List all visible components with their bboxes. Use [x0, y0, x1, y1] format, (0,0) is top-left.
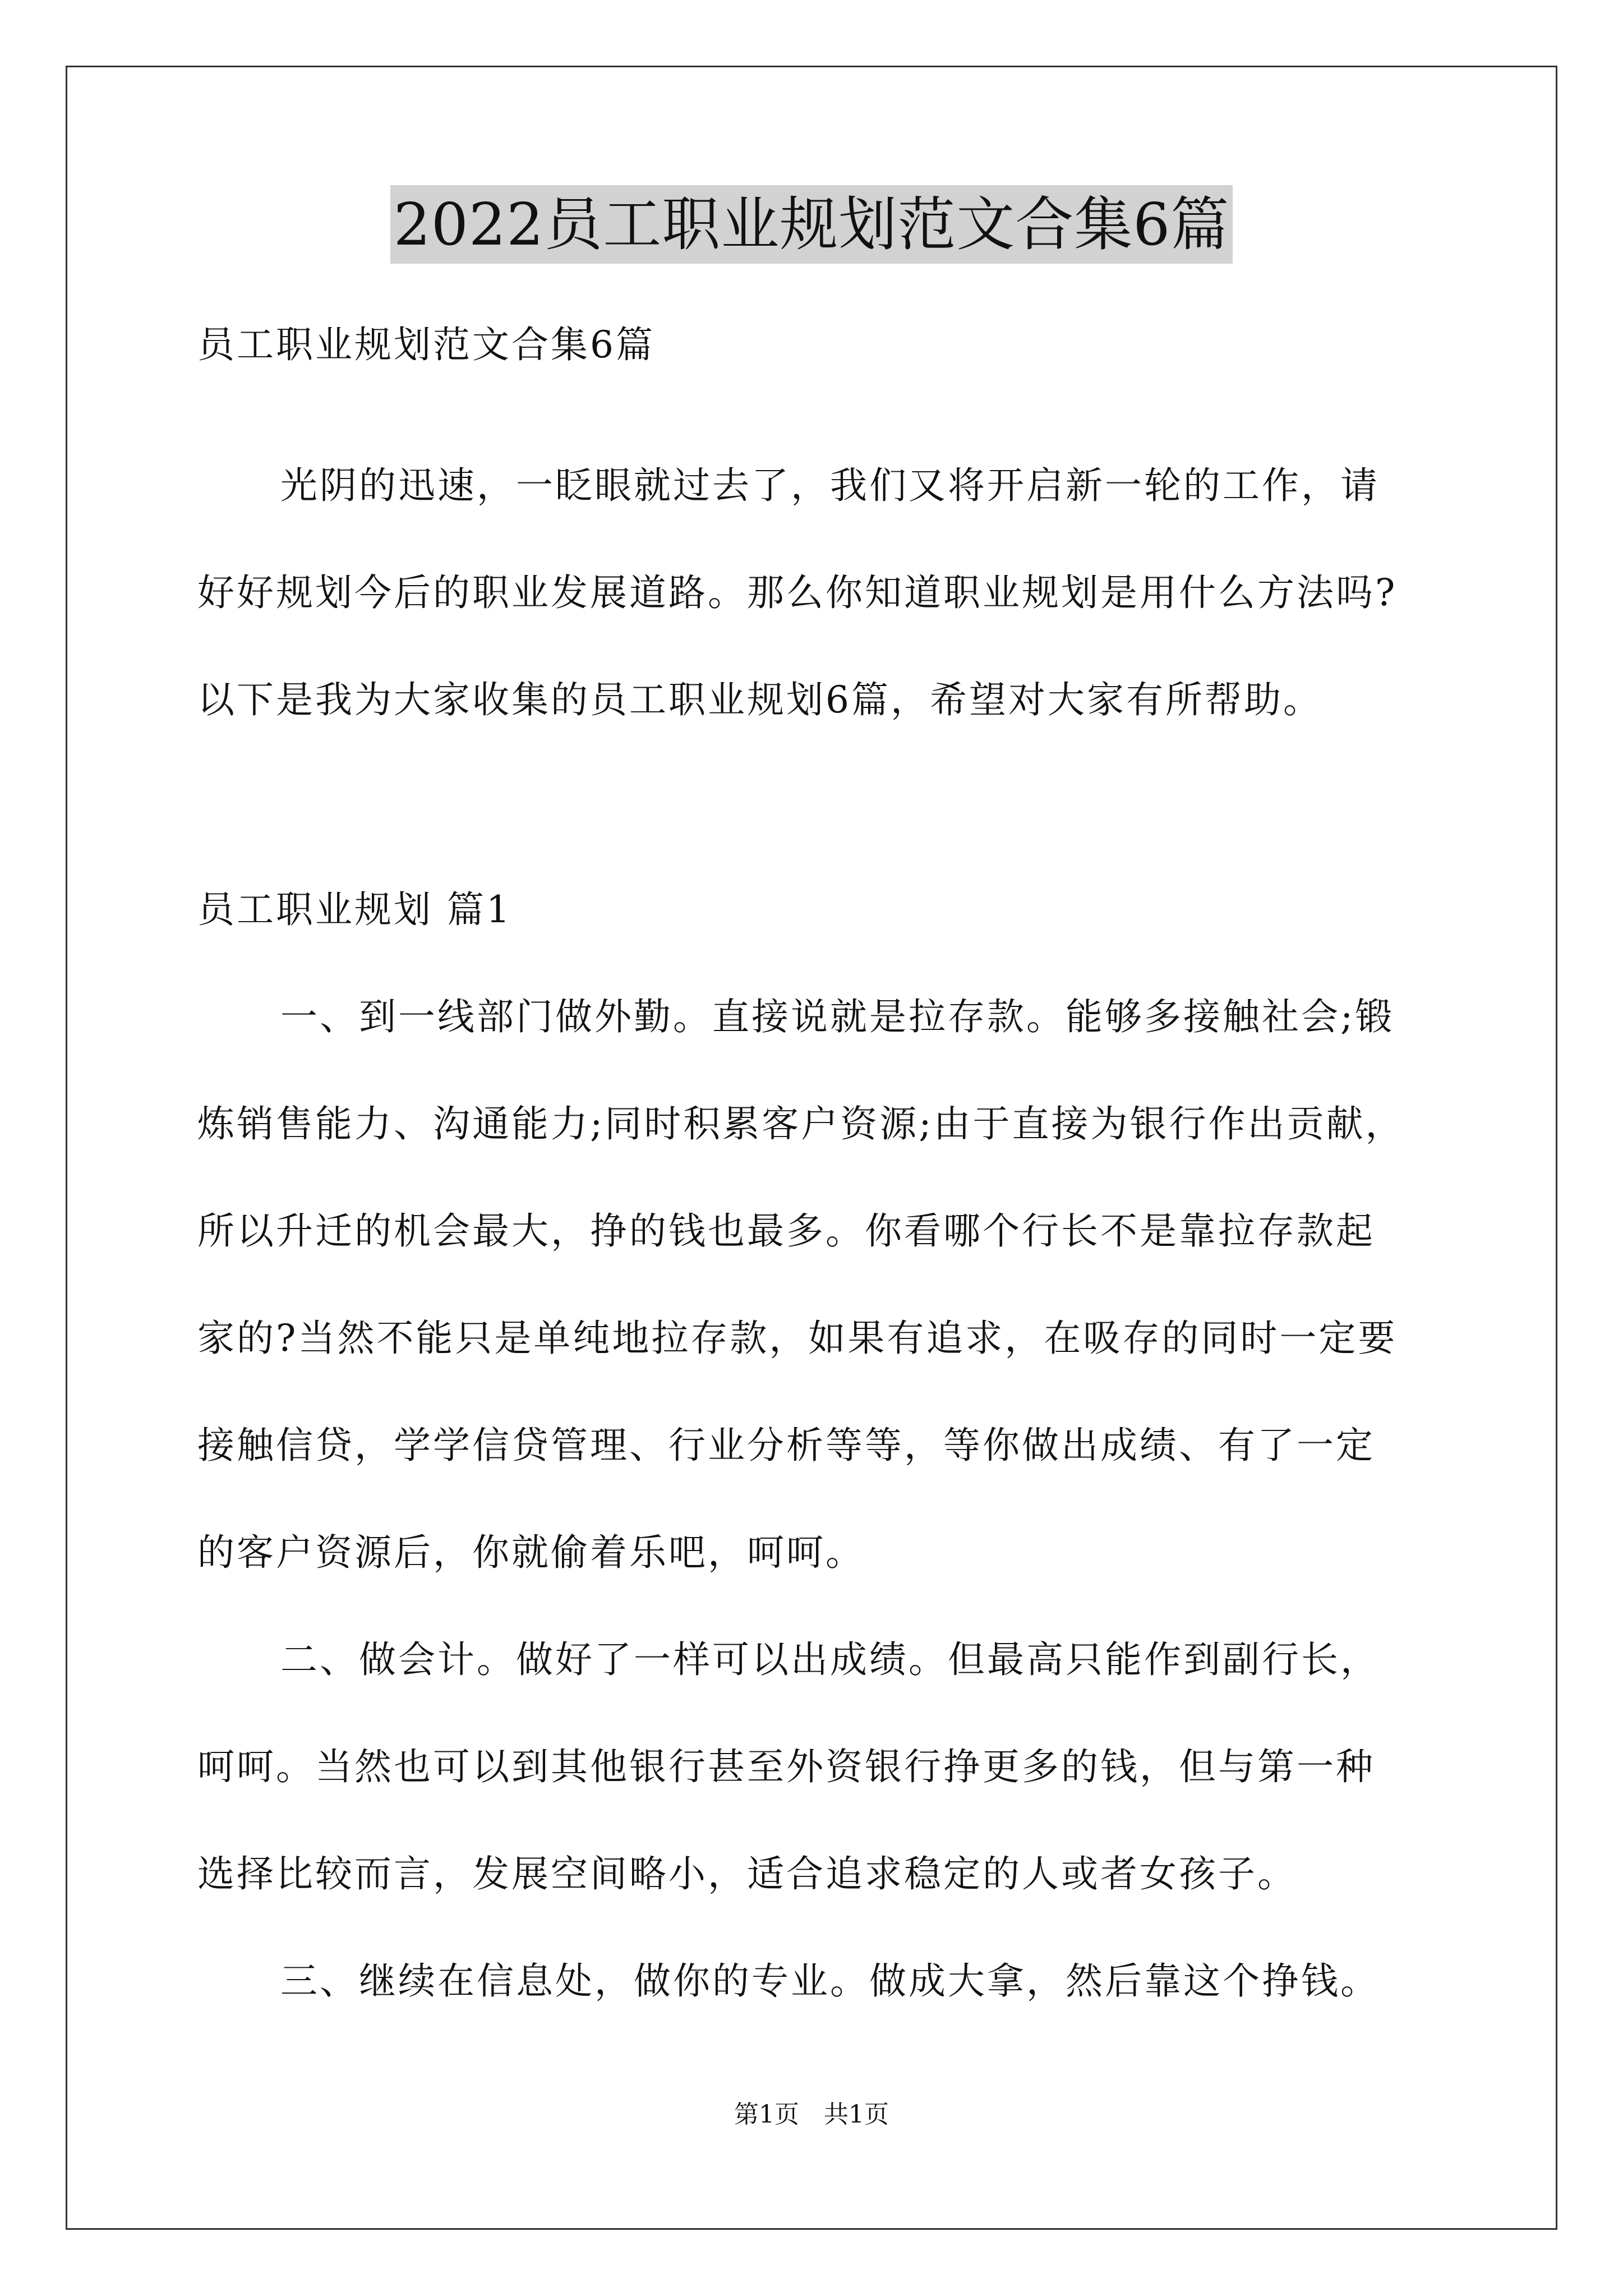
paragraph-line: 选择比较而言，发展空间略小，适合追求稳定的人或者女孩子。: [197, 1852, 1297, 1895]
paragraph-line: 的客户资源后，你就偷着乐吧，呵呵。: [197, 1531, 865, 1574]
paragraph-line: 二、做会计。做好了一样可以出成绩。但最高只能作到副行长，: [280, 1638, 1380, 1681]
paragraph-line: 接触信贷，学学信贷管理、行业分析等等，等你做出成绩、有了一定: [197, 1424, 1375, 1467]
document-subtitle: 员工职业规划范文合集6篇: [197, 323, 655, 366]
paragraph-line: 所以升迁的机会最大，挣的钱也最多。你看哪个行长不是靠拉存款起: [197, 1209, 1375, 1253]
intro-line: 光阴的迅速，一眨眼就过去了，我们又将开启新一轮的工作，请: [280, 464, 1380, 507]
paragraph-line: 呵呵。当然也可以到其他银行甚至外资银行挣更多的钱，但与第一种: [197, 1745, 1375, 1788]
paragraph-line: 一、到一线部门做外勤。直接说就是拉存款。能够多接触社会;锻: [280, 995, 1395, 1038]
paragraph-line: 三、继续在信息处，做你的专业。做成大拿，然后靠这个挣钱。: [280, 1959, 1380, 2003]
paragraph-line: 家的?当然不能只是单纯地拉存款，如果有追求，在吸存的同时一定要: [197, 1317, 1398, 1360]
paragraph-line: 炼销售能力、沟通能力;同时积累客户资源;由于直接为银行作出贡献，: [197, 1102, 1405, 1145]
title-container: [0, 185, 1623, 264]
page-footer: 第1页 共1页: [734, 2100, 889, 2129]
document-title: 2022员工职业规划范文合集6篇: [390, 185, 1233, 264]
section-heading: 员工职业规划 篇1: [197, 888, 512, 931]
intro-line: 以下是我为大家收集的员工职业规划6篇，希望对大家有所帮助。: [197, 678, 1322, 721]
intro-line: 好好规划今后的职业发展道路。那么你知道职业规划是用什么方法吗?: [197, 571, 1398, 614]
